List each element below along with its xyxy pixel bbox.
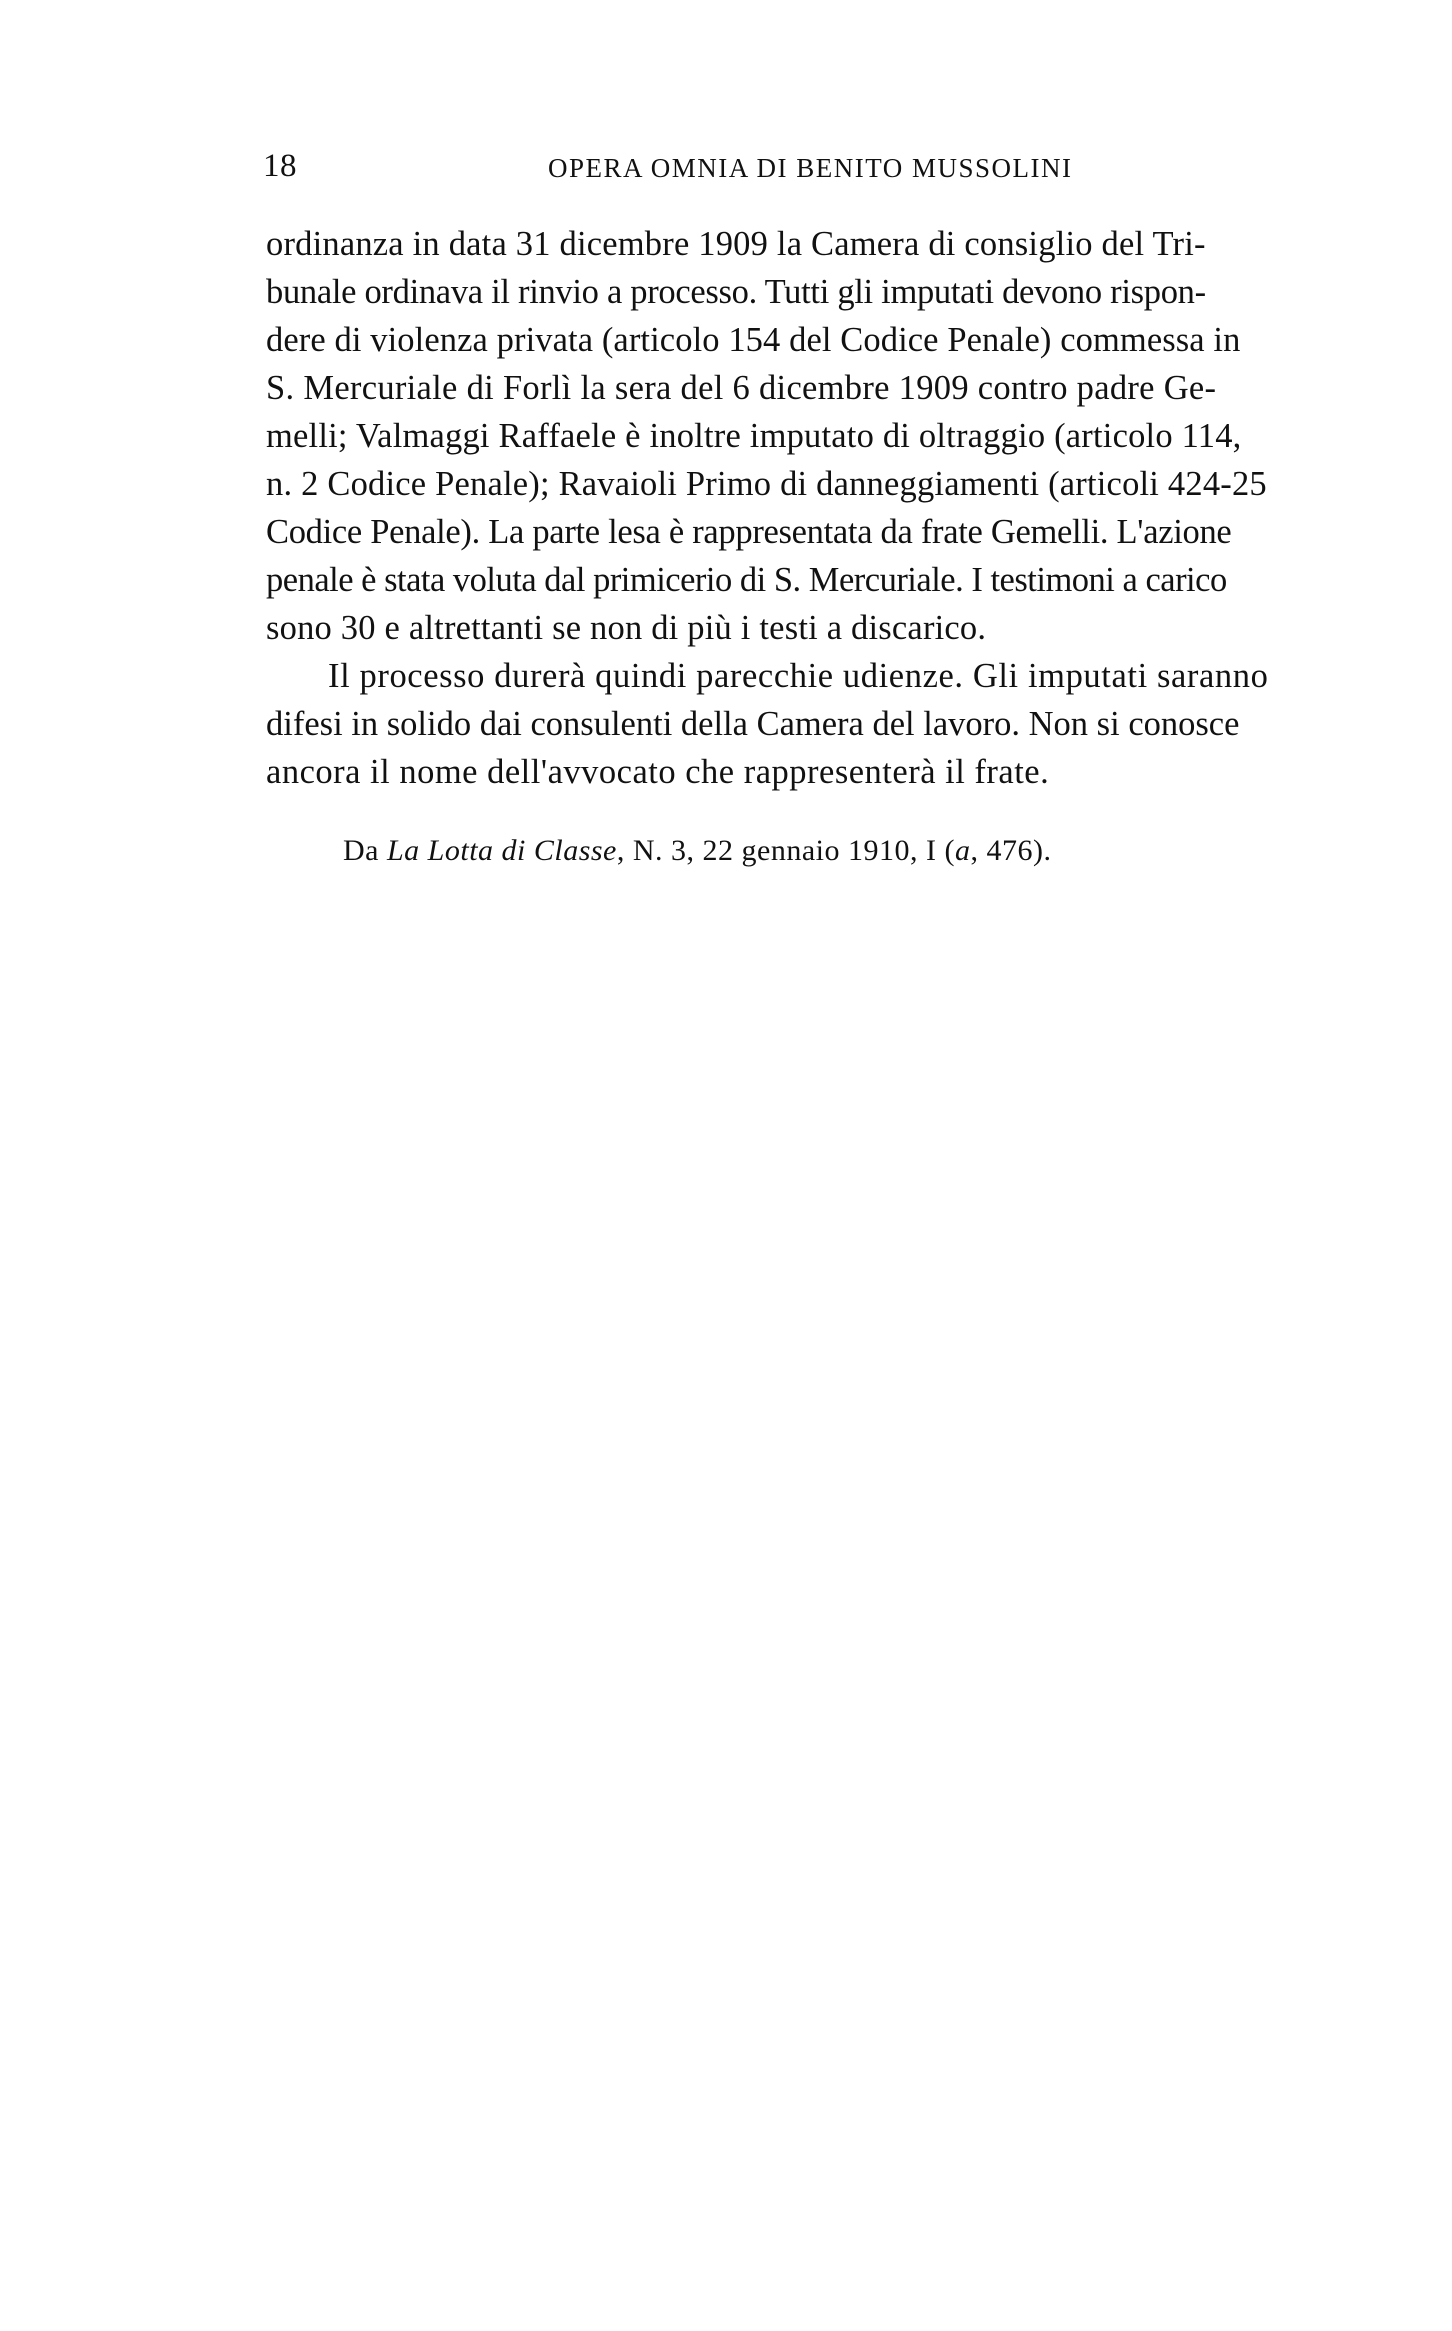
text-line: ancora il nome dell'avvocato che rappresenterà il frate. — [266, 753, 1050, 791]
text-line: S. Mercuriale di Forlì la sera del 6 dicembre 1909 contro padre Ge- — [266, 369, 1217, 407]
text-line: Il processo durerà quindi parecchie udienze. Gli imputati saranno — [328, 657, 1269, 695]
text-line: difesi in solido dai consulenti della Camera del lavoro. Non si conosce — [266, 705, 1240, 743]
citation-section: a — [955, 834, 971, 867]
citation-details: , N. 3, 22 gennaio 1910, I ( — [616, 834, 955, 867]
citation-prefix: Da — [343, 834, 387, 867]
text-line: dere di violenza privata (articolo 154 del Codice Penale) commessa in — [266, 321, 1241, 359]
text-line: bunale ordinava il rinvio a processo. Tutti gli imputati devono rispon- — [266, 273, 1206, 311]
running-title: OPERA OMNIA DI BENITO MUSSOLINI — [548, 153, 1073, 183]
text-line: melli; Valmaggi Raffaele è inoltre imputato di oltraggio (articolo 114, — [266, 417, 1242, 455]
body-text — [266, 220, 1436, 796]
text-line: ordinanza in data 31 dicembre 1909 la Camera di consiglio del Tri- — [266, 225, 1206, 263]
page-number: 18 — [263, 148, 297, 184]
text-line: Codice Penale). La parte lesa è rappresentata da frate Gemelli. L'azione — [266, 513, 1232, 551]
citation-suffix: , 476). — [970, 834, 1052, 867]
journal-title: La Lotta di Classe — [386, 834, 617, 867]
running-header — [263, 148, 1163, 198]
text-line: penale è stata voluta dal primicerio di S. Mercuriale. I testimoni a carico — [266, 561, 1227, 599]
text-line: n. 2 Codice Penale); Ravaioli Primo di danneggiamenti (articoli 424-25 — [266, 465, 1267, 503]
source-citation — [343, 834, 1052, 868]
text-line: sono 30 e altrettanti se non di più i testi a discarico. — [266, 609, 987, 647]
